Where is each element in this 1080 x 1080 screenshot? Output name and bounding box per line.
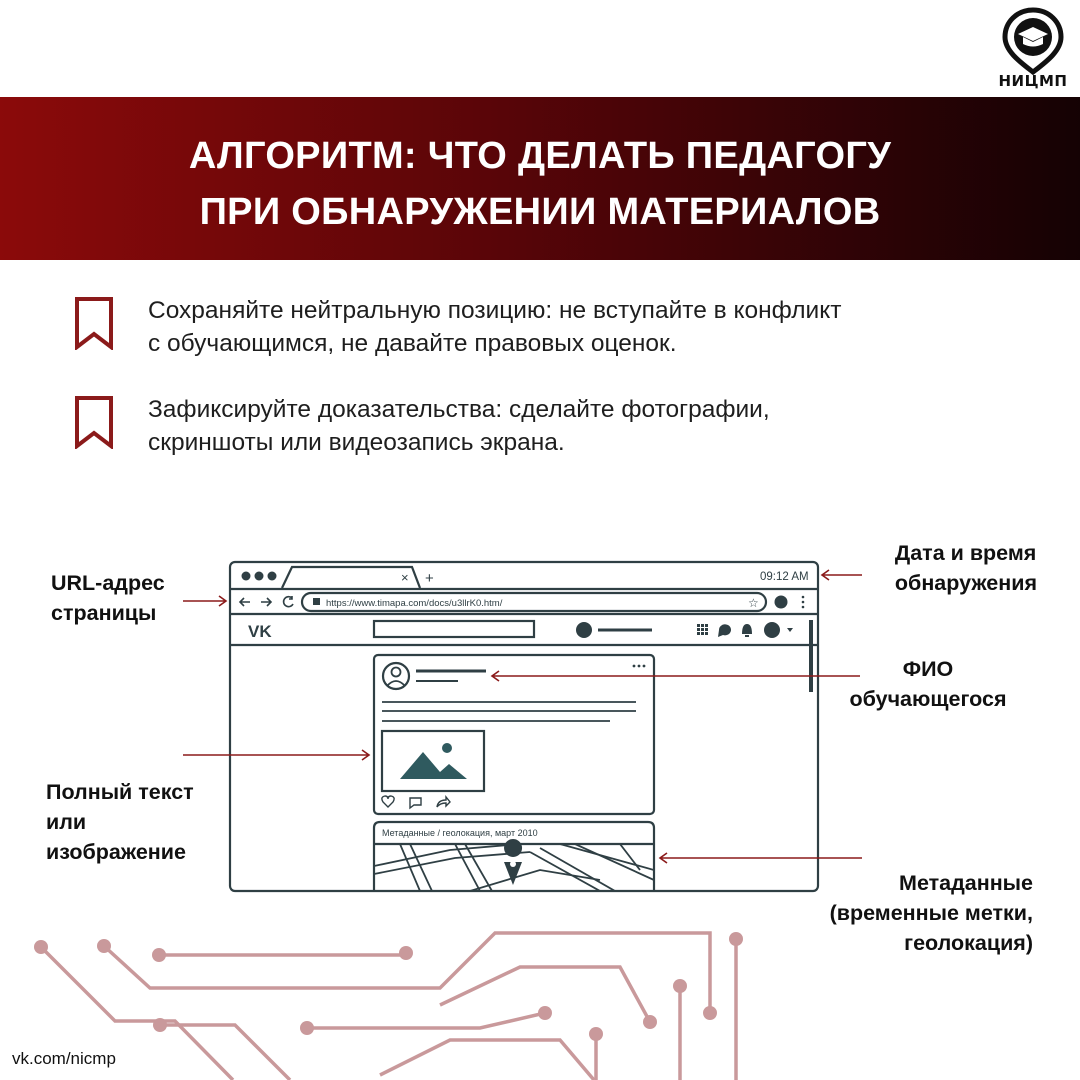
label-content: Полный текст или изображение xyxy=(46,780,194,864)
apps-grid-icon[interactable] xyxy=(697,624,708,635)
logo-text: НИЦМП xyxy=(998,72,1068,90)
profile-icon[interactable] xyxy=(775,596,788,609)
forward-arrow-icon[interactable] xyxy=(261,598,271,606)
metadata-caption: Метаданные / геолокация, март 2010 xyxy=(382,828,538,838)
browser-tab xyxy=(282,567,420,588)
comment-icon[interactable] xyxy=(410,798,421,808)
new-tab-icon[interactable]: + xyxy=(425,570,434,587)
like-icon[interactable] xyxy=(382,796,394,807)
account-icon[interactable] xyxy=(764,622,780,638)
menu-dots-icon[interactable] xyxy=(802,596,805,609)
label-datetime: Дата и время обнаружения xyxy=(894,541,1037,595)
share-icon[interactable] xyxy=(437,797,450,807)
chevron-down-icon[interactable] xyxy=(787,628,793,632)
title-line-1: АЛГОРИТМ: ЧТО ДЕЛАТЬ ПЕДАГОГУ xyxy=(188,135,892,177)
circuit-decoration xyxy=(41,933,736,1080)
star-icon[interactable]: ☆ xyxy=(748,596,759,610)
arrow-content xyxy=(183,750,369,760)
user-avatar-small xyxy=(576,622,592,638)
image-placeholder-icon xyxy=(400,752,467,779)
window-dot xyxy=(242,572,251,581)
vk-logo[interactable]: VK xyxy=(248,622,272,641)
url-text[interactable]: https://www.timapa.com/docs/u3llrK0.htm/ xyxy=(326,598,503,609)
more-options-icon[interactable] xyxy=(633,665,646,668)
window-dot xyxy=(255,572,264,581)
title-line-2: ПРИ ОБНАРУЖЕНИИ МАТЕРИАЛОВ xyxy=(199,191,881,233)
arrow-metadata xyxy=(660,853,862,863)
site-search-box xyxy=(374,621,534,637)
close-tab-icon[interactable]: × xyxy=(401,570,409,585)
label-fio: ФИО обучающегося xyxy=(849,657,1007,711)
arrow-fio xyxy=(492,671,860,681)
list-item-text: Зафиксируйте доказательства: сделайте фотографии, скриншоты или видеозапись экрана. xyxy=(148,396,770,456)
bell-icon[interactable] xyxy=(742,624,752,637)
post-text-lines xyxy=(382,702,636,721)
post-image xyxy=(382,731,484,791)
back-arrow-icon[interactable] xyxy=(240,598,250,606)
window-dot xyxy=(268,572,277,581)
label-metadata: Метаданные (временные метки, геолокация) xyxy=(829,871,1033,955)
list-item-text: Сохраняйте нейтральную позицию: не вступайте в конфликт с обучающимся, не давайте правовых оценок. xyxy=(148,297,842,357)
reload-icon[interactable] xyxy=(284,596,293,607)
chat-icon[interactable] xyxy=(718,624,731,637)
arrow-url xyxy=(183,596,226,606)
arrow-datetime xyxy=(822,570,862,580)
footer-link[interactable]: vk.com/nicmp xyxy=(12,1049,116,1068)
label-url: URL-адрес страницы xyxy=(51,571,165,625)
clock-time: 09:12 AM xyxy=(760,571,809,583)
lock-icon xyxy=(313,598,320,605)
